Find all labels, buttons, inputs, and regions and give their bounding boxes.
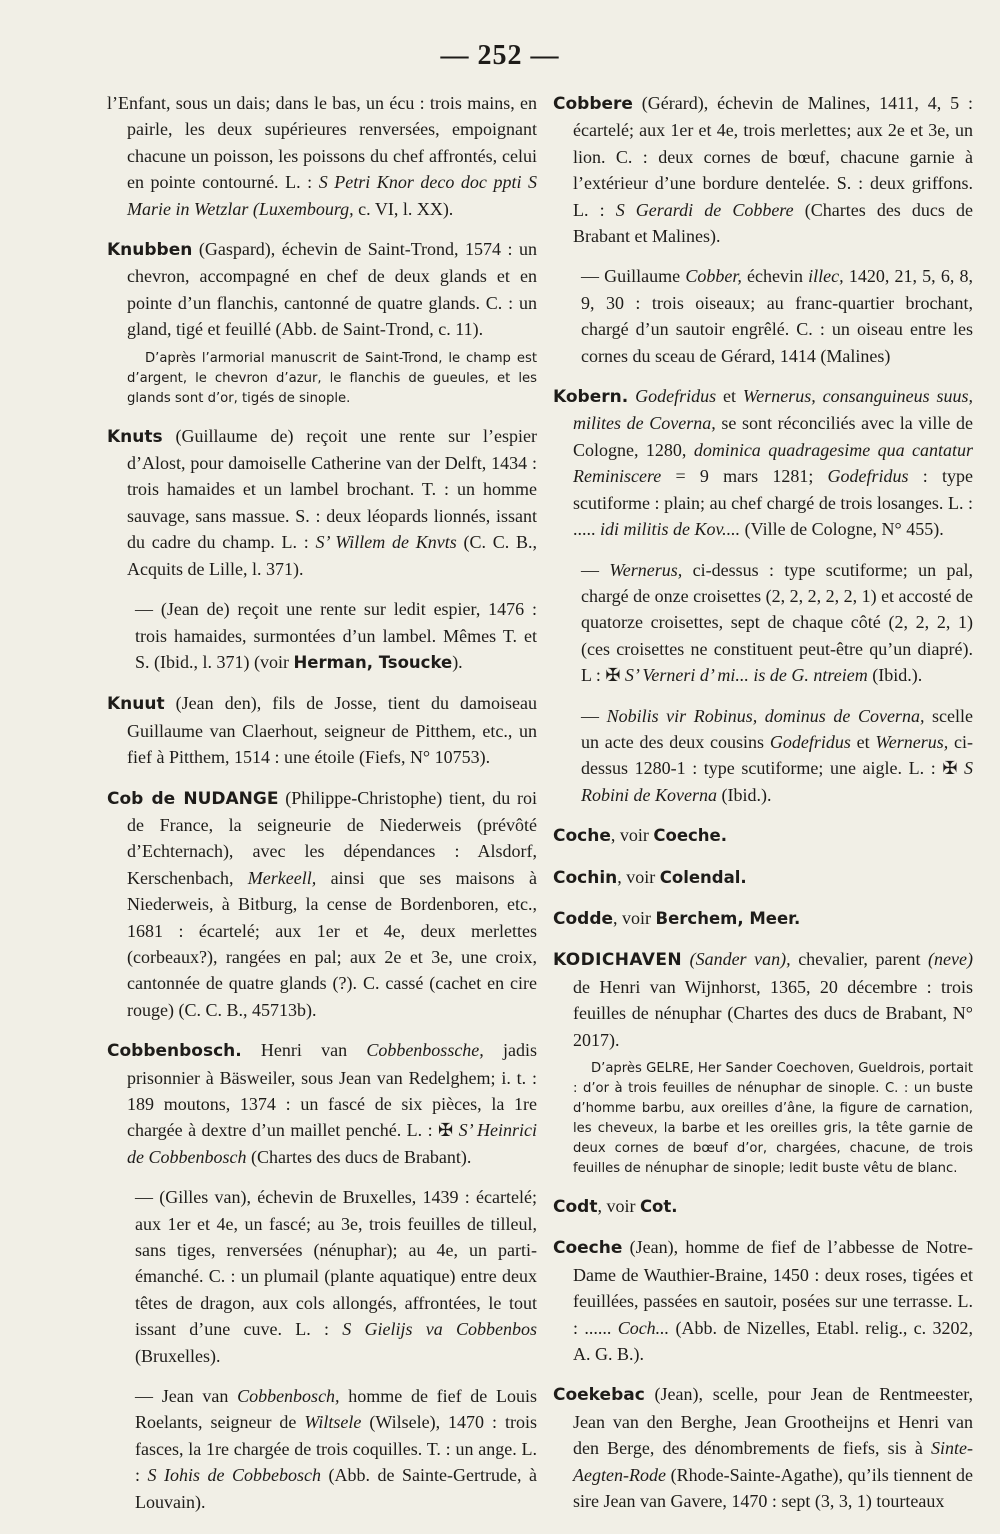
entry-text: (Rhode-Sainte-Agathe), qu’ils tiennent de sire Jean van Gavere, 1470 : sept (3, 3, 1) tourteaux — [573, 1464, 973, 1512]
entry-text: (Jean den), fils de Josse, tient du damoiseau Guillaume van Claerhout, seigneur de Pitthem, etc., un fief à Pitthem, 1514 : une étoile (Fiefs, N° 10753). — [127, 693, 537, 768]
entry-text: (Ibid.). — [716, 784, 772, 805]
entry-headword: Cobbere — [553, 94, 633, 114]
entry-text: (Gaspard), échevin de Saint-Trond, 1574 : un chevron, accompagné en chef de deux glands et en pointe d’un flanchis, cantonné de quatre glands. C. : un gland, tigé et feuillé (Abb. de Saint-Trond, c. 11). — [127, 239, 537, 340]
italic-text: Wiltsele — [304, 1412, 362, 1433]
italic-text: (neve) — [928, 949, 973, 970]
left-column — [107, 90, 537, 1529]
cross-reference: Herman, Tsoucke — [293, 652, 453, 672]
dictionary-entry — [553, 905, 973, 932]
entry-text: homme de fief de Louis Roelants, seigneur de — [135, 1386, 537, 1433]
entry-text: ). — [452, 651, 463, 672]
dictionary-entry — [553, 557, 973, 689]
entry-text: et — [850, 731, 876, 752]
entry-text: l’Enfant, sous un dais; dans le bas, un écu : trois mains, en pairle, les deux supérieures renversées, empoignant chacune un poisson, les poissons du chef affrontés, celui en pointe contourné. L. : — [107, 93, 537, 193]
editorial-note: D’après l’armorial manuscrit de Saint-Trond, le champ est d’argent, le chevron d’azur, le flanchis de gueules, et les glands sont d’or, tigés de sinople. — [127, 350, 537, 406]
entry-text: (Philippe-Christophe) tient, du roi de France, la seigneurie de Niederweis (prévôté d’Echternach), avec les dépendances : Alsdorf, Kerschenbach, — [127, 787, 537, 888]
dictionary-entry — [553, 1234, 973, 1367]
italic-text: Cobbenbosch, — [237, 1386, 340, 1407]
entry-text: ci-dessus 1280-1 : type scutiforme; une aigle. L. : ✠ — [581, 731, 973, 779]
entry-text: : type scutiforme : plain; au chef chargé de trois losanges. L. : ..... — [573, 466, 973, 540]
dictionary-entry — [553, 383, 973, 542]
entry-text: de Henri van Wijnhorst, 1365, 20 décembre : trois feuilles de nénuphar (Chartes des ducs de Brabant, N° 2017). — [573, 976, 973, 1050]
dictionary-entry — [553, 946, 973, 1053]
italic-text: Nobilis vir Robinus, dominus de Coverna, — [606, 705, 925, 726]
entry-text: — — [581, 559, 610, 580]
italic-text: S’ Heinrici de Cobbenbosch — [127, 1120, 538, 1167]
entry-text: (Jean), scelle, pour Jean de Rentmeester, Jean van den Berghe, Jean Grootheijns et Henri van den Berge, des dénombrements de fiefs, sis à — [573, 1384, 973, 1459]
dictionary-entry — [107, 236, 537, 343]
entry-text: (Jean), homme de fief de l’abbesse de Notre-Dame de Wauthier-Braine, 1450 : deux roses, tigées et feuillées, passées en sautoir, posées sur une terrasse. L. : ...... — [573, 1237, 973, 1338]
entry-text: (Chartes des ducs de Brabant et Malines). — [573, 199, 973, 247]
entry-text: — Guillaume — [581, 266, 686, 287]
entry-headword: Codde — [553, 908, 614, 929]
italic-text: S’ Verneri d’ mi... is de G. ntreiem — [624, 665, 868, 686]
italic-text: Cobbenbossche, — [366, 1040, 484, 1061]
entry-text: — — [581, 705, 607, 726]
entry-text: (Gérard), échevin de Malines, 1411, 4, 5 : écartelé; aux 1er et 4e, trois merlettes; aux 2e et 3e, un lion. C. : deux cornes de bœuf, chacune garnie à l’extérieur d’une bordure dentelée. S. : deux griffons. L. : — [573, 93, 973, 220]
entry-headword: Coche — [553, 826, 611, 847]
entry-headword: Codt — [553, 1197, 598, 1217]
dictionary-entry — [553, 263, 973, 369]
italic-text: S Robini de Koverna — [581, 758, 973, 805]
entry-text — [682, 949, 690, 969]
dictionary-entry — [107, 1184, 537, 1369]
cross-reference: Coeche. — [653, 826, 727, 846]
entry-text: chevalier, parent — [790, 949, 929, 970]
entry-headword: Knubben — [107, 240, 193, 261]
entry-text: jadis prisonnier à Bäsweiler, sous Jean van Redelghem; i. t. : 189 moutons, 1374 : un fascé de six pièces, la 1re chargée à dextre d’un maillet penché. L. : ✠ — [127, 1040, 537, 1141]
dictionary-entry — [107, 690, 537, 770]
italic-text: Wernerus, — [609, 559, 683, 580]
dictionary-entry — [107, 596, 537, 676]
italic-text: Godefridus — [769, 731, 851, 752]
entry-headword: Coekebac — [553, 1385, 645, 1406]
editorial-note: D’après GELRE, Her Sander Coechoven, Gueldrois, portait : d’or à trois feuilles de nénuphar de sinople. C. : un buste d’homme barbu, aux oreilles d’âne, la figure de carnation, les cheveux, la barbe et les oreilles gris, la tête garnie de deux cornes de bœuf d’or, chargées, chacune, de trois feuilles de nénuphar de sinople; ledit buste vêtu de blanc. — [573, 1061, 973, 1176]
entry-text: (C. C. B., Acquits de Lille, l. 371). — [127, 532, 537, 579]
entry-text: = 9 mars 1281; — [661, 466, 828, 487]
entry-text: — (Jean de) reçoit une rente sur ledit espier, 1476 : trois hamaides, surmontées d’un lambel. Mêmes T. et S. (Ibid., l. 371) (voir — [135, 599, 537, 672]
entry-text: Henri van — [241, 1040, 367, 1061]
dictionary-entry — [107, 423, 537, 582]
entry-headword: Coeche — [553, 1238, 623, 1259]
cross-reference: Berchem, Meer. — [655, 908, 801, 928]
page-number: — 252 — — [440, 40, 560, 71]
entry-text: et — [716, 386, 743, 407]
italic-text: Wernerus, — [875, 731, 949, 752]
dictionary-entry — [553, 1381, 973, 1514]
italic-text: illec, — [808, 266, 844, 287]
entry-headword: Knuts — [107, 426, 163, 447]
italic-text: Cobber, — [685, 266, 742, 287]
entry-text: , voir — [610, 825, 654, 846]
italic-text: Wernerus, consanguineus suus, milites de Coverna, — [573, 386, 973, 434]
italic-text: Merkeell, — [247, 867, 317, 888]
italic-text: S Iohis de Cobbebosch — [147, 1465, 322, 1486]
entry-text: , voir — [613, 907, 656, 928]
entry-headword: Cochin — [553, 867, 618, 888]
entry-text: (Guillaume de) reçoit une rente sur l’espier d’Alost, pour damoiselle Catherine van der Delft, 1434 : trois hamaides et un lambel brochant. T. : un homme sauvage, sans massue. S. : deux léopards lionnés, issant du cadre du champ. L. : — [127, 425, 537, 553]
italic-text: S Gielijs va Cobbenbos — [342, 1319, 537, 1340]
entry-headword: Cob de NUDANGE — [107, 788, 279, 809]
entry-text: ainsi que ses maisons à Niederweis, à Bitburg, la cense de Bordenboren, etc., 1681 : écartelé; aux 1er et 4e, deux merlettes (corbeaux?), rangées en pal; aux 2e et 3e, une croix, cantonnée de quatre glands (?). C. cassé (cachet en cire rouge) (C. C. B., 45713b). — [127, 867, 537, 1020]
italic-text: S Gerardi de Cobbere — [615, 199, 794, 220]
entry-headword: Kobern. — [553, 387, 629, 408]
cross-reference: Colendal. — [659, 867, 747, 887]
entry-headword: Knuut — [107, 694, 165, 715]
dictionary-entry — [553, 1193, 973, 1220]
entry-text: 1420, 21, 5, 6, 8, 9, 30 : trois oiseaux; au franc-quartier brochant, chargé d’un sautoir engrêlé. C. : un oiseau entre les cornes du sceau de Gérard, 1414 (Malines) — [581, 266, 973, 366]
entry-headword: KODICHAVEN — [553, 950, 683, 971]
italic-text: dominica quadragesime qua cantatur Reminiscere — [573, 439, 973, 487]
entry-text: (Bruxelles). — [135, 1345, 221, 1366]
dictionary-entry — [553, 864, 973, 891]
entry-text: , voir — [597, 1196, 640, 1216]
italic-text: Coch... — [617, 1317, 670, 1338]
entry-headword: Cobbenbosch. — [107, 1041, 242, 1062]
cross-reference: Cot. — [639, 1197, 678, 1216]
entry-text: (Ville de Cologne, N° 455). — [740, 519, 944, 540]
italic-text: idi militis de Kov.... — [600, 519, 741, 540]
dictionary-entry — [553, 703, 973, 809]
entry-text: (Wilsele), 1470 : trois fasces, la 1re chargée de trois coquilles. T. : un ange. L. : — [135, 1412, 537, 1486]
italic-text: Sinte-Aegten-Rode — [573, 1438, 973, 1485]
entry-text: échevin — [741, 266, 809, 287]
entry-text: ci-dessus : type scutiforme; un pal, chargé de onze croisettes (2, 2, 2, 2, 2, 1) et accosté de quatorze croisettes, sept de chaque côté (2, 2, 2, 1) (ces croisettes ne constituent peut-être qu’un diapré). L : ✠ — [581, 559, 974, 686]
italic-text: Godefridus — [827, 466, 909, 487]
dictionary-entry — [107, 785, 537, 1024]
dictionary-entry — [107, 1037, 537, 1170]
entry-text: — Jean van — [135, 1386, 238, 1407]
italic-text: S Petri Knor deco doc ppti S Marie in Wetzlar (Luxembourg, — [127, 172, 537, 219]
entry-text: c. VI, l. XX). — [353, 198, 454, 219]
entry-text: (Chartes des ducs de Brabant). — [246, 1146, 472, 1167]
italic-text: S’ Willem de Knvts — [315, 532, 457, 553]
dictionary-entry — [107, 1383, 537, 1515]
entry-text: se sont réconciliés avec la ville de Cologne, 1280, — [573, 413, 973, 460]
entry-text: scelle un acte des deux cousins — [581, 705, 974, 752]
entry-text: , voir — [617, 866, 660, 887]
italic-text: (Sander van), — [689, 949, 791, 970]
dictionary-entry — [553, 822, 973, 849]
entry-text: (Abb. de Nizelles, Etabl. relig., c. 3202, A. G. B.). — [573, 1317, 973, 1365]
right-column — [553, 90, 973, 1528]
entry-text: — (Gilles van), échevin de Bruxelles, 1439 : écartelé; aux 1er et 4e, un fascé; au 3e, trois feuilles de tilleul, sans tiges, renversées (nénuphar); au 4e, un parti-émanché. C. : un plumail (plante aquatique) entre deux têtes de dragon, aux cols allongés, affrontées, le tout issant d’une cuve. L. : — [135, 1187, 537, 1340]
italic-text: Godefridus — [635, 386, 717, 407]
entry-text: (Ibid.). — [867, 665, 923, 686]
dictionary-entry — [107, 90, 537, 222]
entry-text: (Abb. de Sainte-Gertrude, à Louvain). — [135, 1465, 537, 1512]
dictionary-entry — [553, 90, 973, 249]
